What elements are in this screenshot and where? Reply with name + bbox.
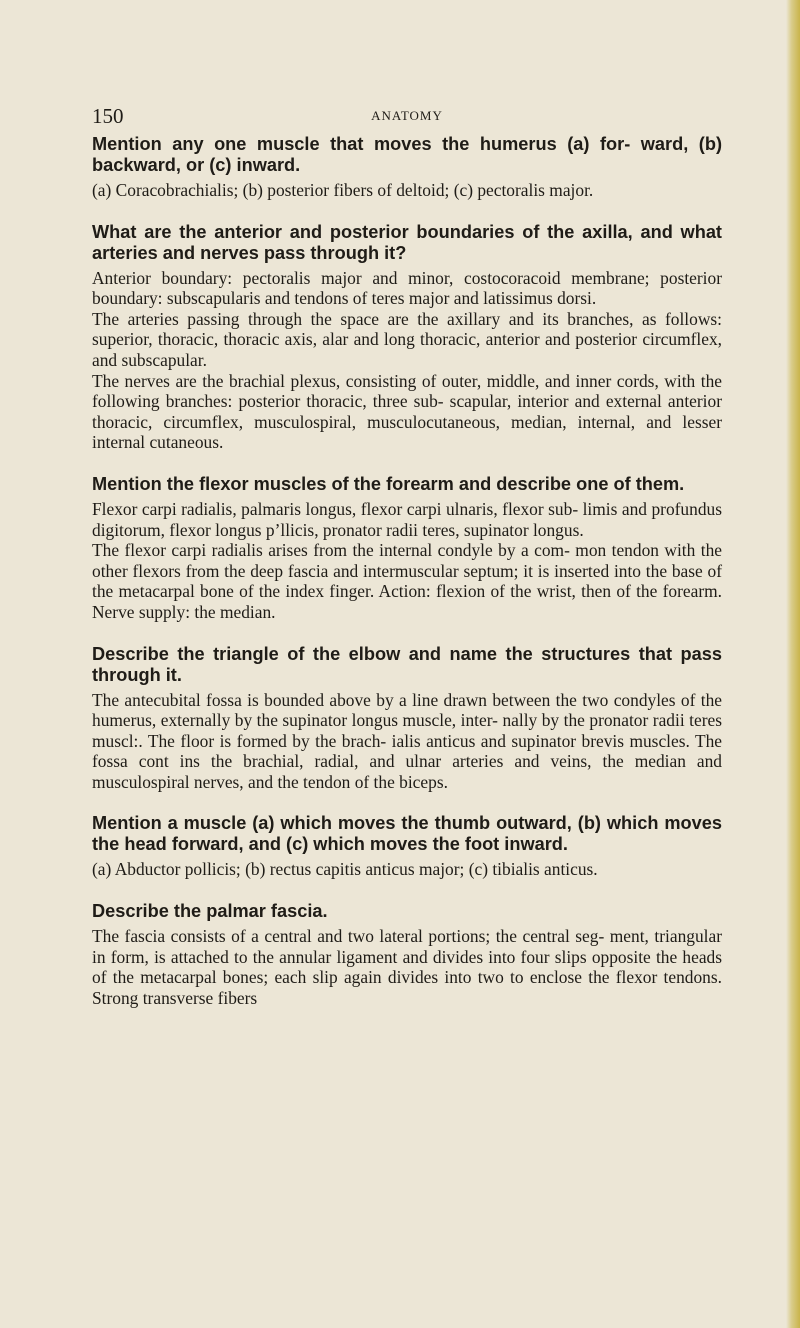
- running-head: [92, 104, 722, 130]
- qa-section-palmar-fascia: [92, 901, 722, 1008]
- question-heading: Mention a muscle (a) which moves the thumb outward, (b) which moves the head forward, and (c) which moves the foot inward.: [92, 813, 722, 855]
- page-edge-shadow: [786, 0, 800, 1328]
- answer-paragraph: The fascia consists of a central and two lateral portions; the central seg- ment, triangular in form, is attached to the annular ligament and divides into four slips opposite the heads of the metacarpal bones; each slip again divides into two to enclose the flexor tendons. Strong transverse fibers: [92, 926, 722, 1008]
- qa-section-humerus: [92, 134, 722, 201]
- page-number: 150: [92, 104, 124, 128]
- answer-paragraph: The nerves are the brachial plexus, consisting of outer, middle, and inner cords, with the following branches: posterior thoracic, three sub- scapular, interior and external anterior thoracic, circumflex, musculospiral, musculocutaneous, median, internal, and lesser internal cutaneous.: [92, 370, 722, 453]
- qa-section-thumb-head-foot: [92, 813, 722, 880]
- qa-section-forearm-flexors: [92, 474, 722, 623]
- question-heading: Describe the triangle of the elbow and name the structures that pass through it.: [92, 643, 722, 685]
- running-title: ANATOMY: [371, 108, 443, 123]
- book-page: [92, 104, 722, 1029]
- question-heading: Describe the palmar fascia.: [92, 901, 328, 922]
- answer-paragraph: Flexor carpi radialis, palmaris longus, flexor carpi ulnaris, flexor sub- limis and profundus digitorum, flexor longus p’llicis, pronator radii teres, supinator longus.: [92, 498, 722, 540]
- qa-section-axilla: [92, 222, 722, 453]
- answer-paragraph: (a) Coracobrachialis; (b) posterior fibers of deltoid; (c) pectoralis major.: [92, 180, 594, 200]
- answer-paragraph: The arteries passing through the space are the axillary and its branches, as follows: superior, thoracic, thoracic axis, alar and long thoracic, anterior and posterior circumflex, and subscapular.: [92, 308, 722, 370]
- answer-paragraph: (a) Abductor pollicis; (b) rectus capitis anticus major; (c) tibialis anticus.: [92, 859, 598, 880]
- answer-paragraph: The flexor carpi radialis arises from the internal condyle by a com- mon tendon with the other flexors from the deep fascia and intermuscular septum; it is inserted into the base of the metacarpal bone of the index finger. Action: flexion of the wrist, then of the forearm. Nerve supply: the median.: [92, 540, 722, 622]
- qa-section-elbow-triangle: [92, 644, 722, 793]
- answer-paragraph: Anterior boundary: pectoralis major and minor, costocoracoid membrane; posterior boundary: subscapularis and tendons of teres major and latissimus dorsi.: [92, 267, 722, 309]
- question-heading: What are the anterior and posterior boundaries of the axilla, and what arteries and nerves pass through it?: [92, 221, 722, 263]
- question-heading: Mention the flexor muscles of the forearm and describe one of them.: [92, 473, 685, 494]
- question-heading: Mention any one muscle that moves the humerus (a) for- ward, (b) backward, or (c) inward.: [92, 134, 722, 175]
- answer-paragraph: The antecubital fossa is bounded above by a line drawn between the two condyles of the humerus, externally by the supinator longus muscle, inter- nally by the pronator radii teres muscl:. The floor is formed by the brach- ialis anticus and supinator brevis muscles. The fossa cont ins the brachial, radial, and ulnar arteries and veins, the median and musculospiral nerves, and the tendon of the biceps.: [92, 689, 722, 792]
